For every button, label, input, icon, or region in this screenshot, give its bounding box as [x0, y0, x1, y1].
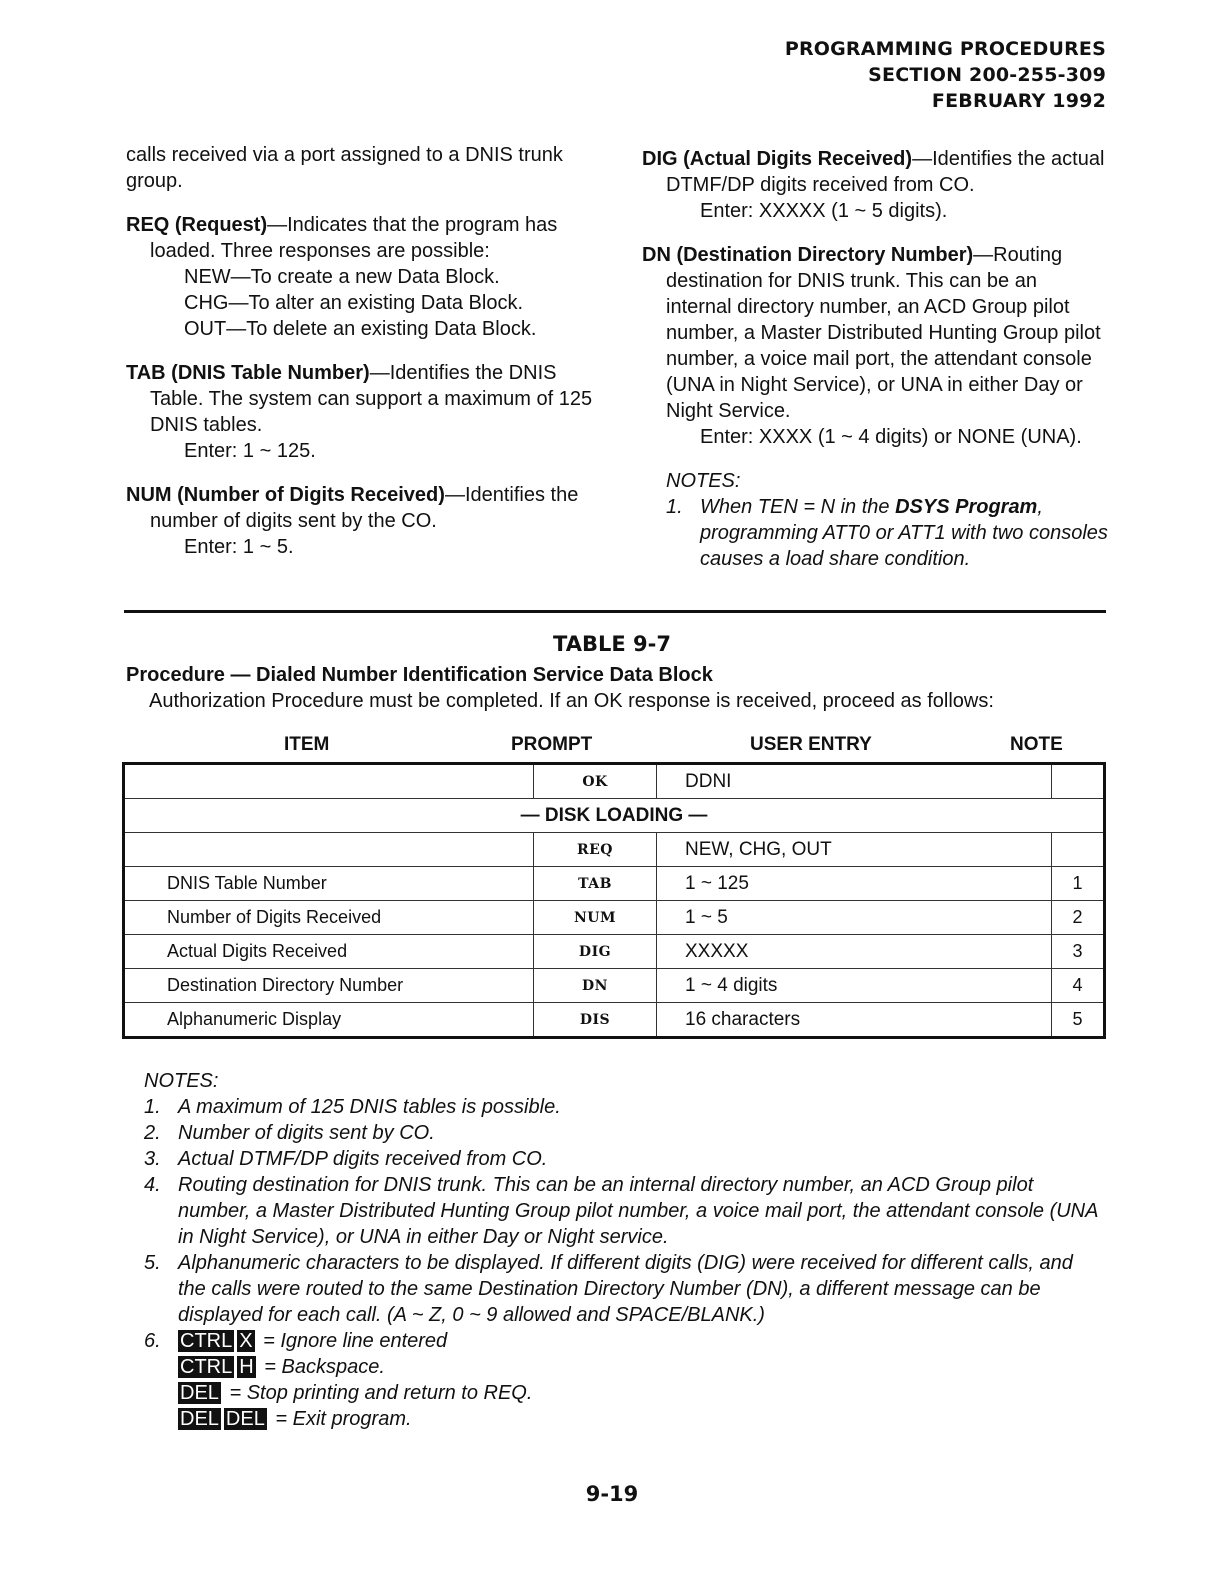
table-column-headers: [0, 734, 1224, 758]
cell-item: Actual Digits Received: [124, 935, 534, 969]
cell-prompt: REQ: [534, 833, 657, 867]
tab-enter: Enter: 1 ~ 125.: [184, 440, 316, 462]
key-description: = Stop printing and return to REQ.: [223, 1382, 533, 1404]
table-notes-label: NOTES:: [144, 1070, 219, 1092]
h-key: H: [239, 1356, 254, 1378]
note-text: Number of digits sent by CO.: [178, 1122, 435, 1144]
table-note: [144, 1250, 1104, 1328]
cell-entry: NEW, CHG, OUT: [657, 833, 1052, 867]
cell-prompt: DN: [534, 969, 657, 1003]
right-column: [642, 146, 1108, 572]
dig-text: —Identifies the actual DTMF/DP digits received from CO.: [666, 148, 1105, 196]
right-notes: [642, 468, 1108, 572]
del-key: DEL: [225, 1408, 265, 1430]
procedure-title: Procedure — Dialed Number Identification Service Data Block: [126, 664, 713, 686]
del-key: DEL: [180, 1408, 219, 1430]
cell-prompt: TAB: [534, 867, 657, 901]
header-note: NOTE: [1010, 734, 1063, 755]
num-text: —Identifies the number of digits sent by the CO.: [150, 484, 579, 532]
dn-enter: Enter: XXXX (1 ~ 4 digits) or NONE (UNA).: [700, 426, 1082, 448]
dig-enter: Enter: XXXXX (1 ~ 5 digits).: [700, 200, 948, 222]
cell-item: [124, 833, 534, 867]
right-note-1-post: , programming ATT0 or ATT1 with two consoles causes a load share condition.: [700, 496, 1108, 570]
key-description: = Exit program.: [269, 1408, 412, 1430]
disk-loading-label: — DISK LOADING —: [124, 799, 1105, 833]
right-note-1-number: 1.: [666, 496, 683, 518]
cell-note: 3: [1052, 935, 1105, 969]
cell-item: Number of Digits Received: [124, 901, 534, 935]
note-number: 4.: [144, 1174, 161, 1196]
section-divider: [124, 610, 1106, 613]
cell-item: Destination Directory Number: [124, 969, 534, 1003]
dig-term: DIG (Actual Digits Received): [642, 148, 913, 170]
right-note-1-pre: When TEN = N in the: [700, 496, 896, 518]
note-number: 6.: [144, 1330, 161, 1352]
note-number: 3.: [144, 1148, 161, 1170]
table-row: [124, 969, 1105, 1003]
cell-prompt: DIS: [534, 1003, 657, 1038]
page-header: [785, 36, 1106, 114]
cell-item: Alphanumeric Display: [124, 1003, 534, 1038]
cell-entry: 1 ~ 4 digits: [657, 969, 1052, 1003]
note-text: A maximum of 125 DNIS tables is possible.: [178, 1096, 561, 1118]
cell-item: [124, 764, 534, 799]
num-term: NUM (Number of Digits Received): [126, 484, 445, 506]
ctrl-key: CTRL: [180, 1330, 233, 1352]
page-number: 9-19: [585, 1482, 639, 1506]
right-notes-label: NOTES:: [666, 470, 741, 492]
table-note: [144, 1120, 1104, 1146]
cell-prompt: DIG: [534, 935, 657, 969]
note-number: 2.: [144, 1122, 161, 1144]
req-definition: [126, 212, 598, 342]
table-row: [124, 1003, 1105, 1038]
table-note: [144, 1146, 1104, 1172]
table-note: [144, 1094, 1104, 1120]
tab-term: TAB (DNIS Table Number): [126, 362, 370, 384]
req-option-chg: CHG—To alter an existing Data Block.: [184, 292, 524, 314]
cell-note: 2: [1052, 901, 1105, 935]
table-row: [124, 901, 1105, 935]
cell-entry: XXXXX: [657, 935, 1052, 969]
cell-entry: 16 characters: [657, 1003, 1052, 1038]
cell-note: [1052, 833, 1105, 867]
dig-definition: [642, 146, 1108, 224]
header-title: PROGRAMMING PROCEDURES: [784, 38, 1106, 60]
table-row: [124, 867, 1105, 901]
procedure-table: [122, 762, 1106, 1039]
key-line: [178, 1328, 1104, 1354]
cell-item: DNIS Table Number: [124, 867, 534, 901]
header-user-entry: USER ENTRY: [750, 734, 872, 755]
right-note-1-bold: DSYS Program: [895, 496, 1038, 518]
req-term: REQ (Request): [126, 214, 268, 236]
note-text: Alphanumeric characters to be displayed. If different digits (DIG) were received for different calls, and the calls were routed to the same Destination Directory Number (DN), a different message can be displayed for each call. (A ~ Z, 0 ~ 9 allowed and SPACE/BLANK.): [178, 1252, 1073, 1326]
table-row: [124, 935, 1105, 969]
key-line: [178, 1380, 1104, 1406]
cell-prompt: OK: [534, 764, 657, 799]
table-note-keys: [144, 1328, 1104, 1432]
num-definition: [126, 482, 598, 560]
table-row-disk-loading: [124, 799, 1105, 833]
cell-note: [1052, 764, 1105, 799]
intro-text: calls received via a port assigned to a DNIS trunk group.: [126, 144, 563, 192]
x-key: X: [239, 1330, 253, 1352]
cell-note: 5: [1052, 1003, 1105, 1038]
note-text: Routing destination for DNIS trunk. This can be an internal directory number, an ACD Group pilot number, a Master Distributed Hunting Group pilot number, a voice mail port, the attendant console (UNA in Night Service), or UNA in either Day or Night service.: [178, 1174, 1098, 1248]
table-note: [144, 1172, 1104, 1250]
ctrl-key: CTRL: [180, 1356, 233, 1378]
cell-entry: 1 ~ 5: [657, 901, 1052, 935]
req-option-out: OUT—To delete an existing Data Block.: [184, 318, 537, 340]
note-number: 5.: [144, 1252, 161, 1274]
num-enter: Enter: 1 ~ 5.: [184, 536, 294, 558]
dn-text: —Routing destination for DNIS trunk. This can be an internal directory number, an ACD Group pilot number, a Master Distributed Hunting Group pilot number, a voice mail port, the attendant console (UNA in Night Service), or UNA in either Day or Night Service.: [666, 244, 1101, 422]
key-description: = Ignore line entered: [257, 1330, 448, 1352]
header-section: SECTION 200-255-309: [868, 64, 1106, 86]
key-line: [178, 1406, 1104, 1432]
left-column: [126, 142, 598, 578]
req-text: —Indicates that the program has loaded. Three responses are possible:: [150, 214, 558, 262]
table-title: TABLE 9-7: [553, 632, 671, 656]
cell-entry: 1 ~ 125: [657, 867, 1052, 901]
cell-note: 4: [1052, 969, 1105, 1003]
del-key: DEL: [180, 1382, 219, 1404]
right-note-1: [666, 494, 1108, 572]
header-prompt: PROMPT: [511, 734, 593, 755]
tab-definition: [126, 360, 598, 464]
table-row: [124, 764, 1105, 799]
authorization-note: Authorization Procedure must be completed. If an OK response is received, proceed as follows:: [149, 690, 994, 712]
cell-prompt: NUM: [534, 901, 657, 935]
key-description: = Backspace.: [258, 1356, 385, 1378]
key-line: [178, 1354, 1104, 1380]
tab-text: —Identifies the DNIS Table. The system can support a maximum of 125 DNIS tables.: [150, 362, 593, 436]
cell-note: 1: [1052, 867, 1105, 901]
header-date: FEBRUARY 1992: [931, 90, 1106, 112]
dn-definition: [642, 242, 1108, 450]
note-text: Actual DTMF/DP digits received from CO.: [178, 1148, 548, 1170]
table-row: [124, 833, 1105, 867]
header-item: ITEM: [284, 734, 330, 755]
cell-entry: DDNI: [657, 764, 1052, 799]
table-notes: [144, 1068, 1104, 1432]
dn-term: DN (Destination Directory Number): [642, 244, 974, 266]
req-option-new: NEW—To create a new Data Block.: [184, 266, 500, 288]
note-number: 1.: [144, 1096, 161, 1118]
